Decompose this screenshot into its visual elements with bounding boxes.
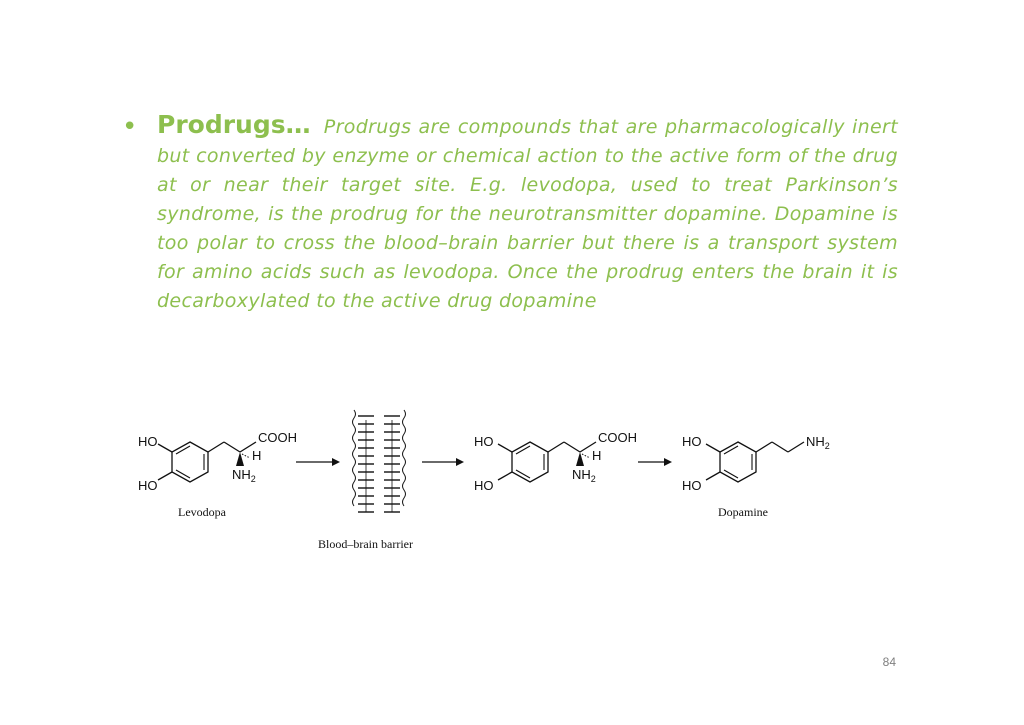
dopamine-ho-top: HO [682, 434, 702, 449]
bullet-text: Prodrugs are compounds that are pharmacologically inert but converted by enzyme or chemical action to the active form of the drug at or near their target site. E.g. levodopa, used to treat Parkinson’s syndrome, is the prodrug for the neurotransmitter dopamine. Dopamine is too polar to cross the blood–brain barrier but there is a transport system for amino acids such as levodopa. Once the prodrug enters the brain it is decarboxylated to the active drug dopamine [157, 116, 898, 312]
dopamine-ho-bottom: HO [682, 478, 702, 493]
page-number: 84 [882, 655, 896, 669]
levodopa-brain-nh2: $NH_2$ [572, 467, 596, 484]
arrow-3-icon [638, 458, 672, 466]
levodopa-brain-ho-top: HO [474, 434, 494, 449]
blood-brain-barrier [318, 410, 413, 551]
levodopa-ho-bottom: HO [138, 478, 158, 493]
levodopa-cooh: COOH [258, 430, 297, 445]
dopamine-structure [682, 434, 830, 519]
bullet-dot-icon: • [122, 112, 138, 142]
levodopa-brain-ho-bottom: HO [474, 478, 494, 493]
arrow-2-icon [422, 458, 464, 466]
barrier-caption: Blood–brain barrier [318, 537, 413, 551]
levodopa-structure [138, 430, 297, 519]
levodopa-caption: Levodopa [178, 505, 226, 519]
levodopa-h: H [252, 448, 262, 463]
bullet-title: Prodrugs… [157, 110, 311, 139]
levodopa-ho-top: HO [138, 434, 158, 449]
arrow-1-icon [296, 458, 340, 466]
levodopa-brain-h: H [592, 448, 602, 463]
bullet-body [157, 110, 898, 316]
levodopa-brain-cooh: COOH [598, 430, 637, 445]
dopamine-caption: Dopamine [718, 505, 768, 519]
dopamine-nh2: $NH_2$ [806, 434, 830, 451]
bullet-paragraph [122, 110, 898, 316]
levodopa-to-dopamine-diagram [120, 400, 860, 560]
levodopa-nh2: $NH_2$ [232, 467, 256, 484]
levodopa-brain-structure [474, 430, 637, 493]
